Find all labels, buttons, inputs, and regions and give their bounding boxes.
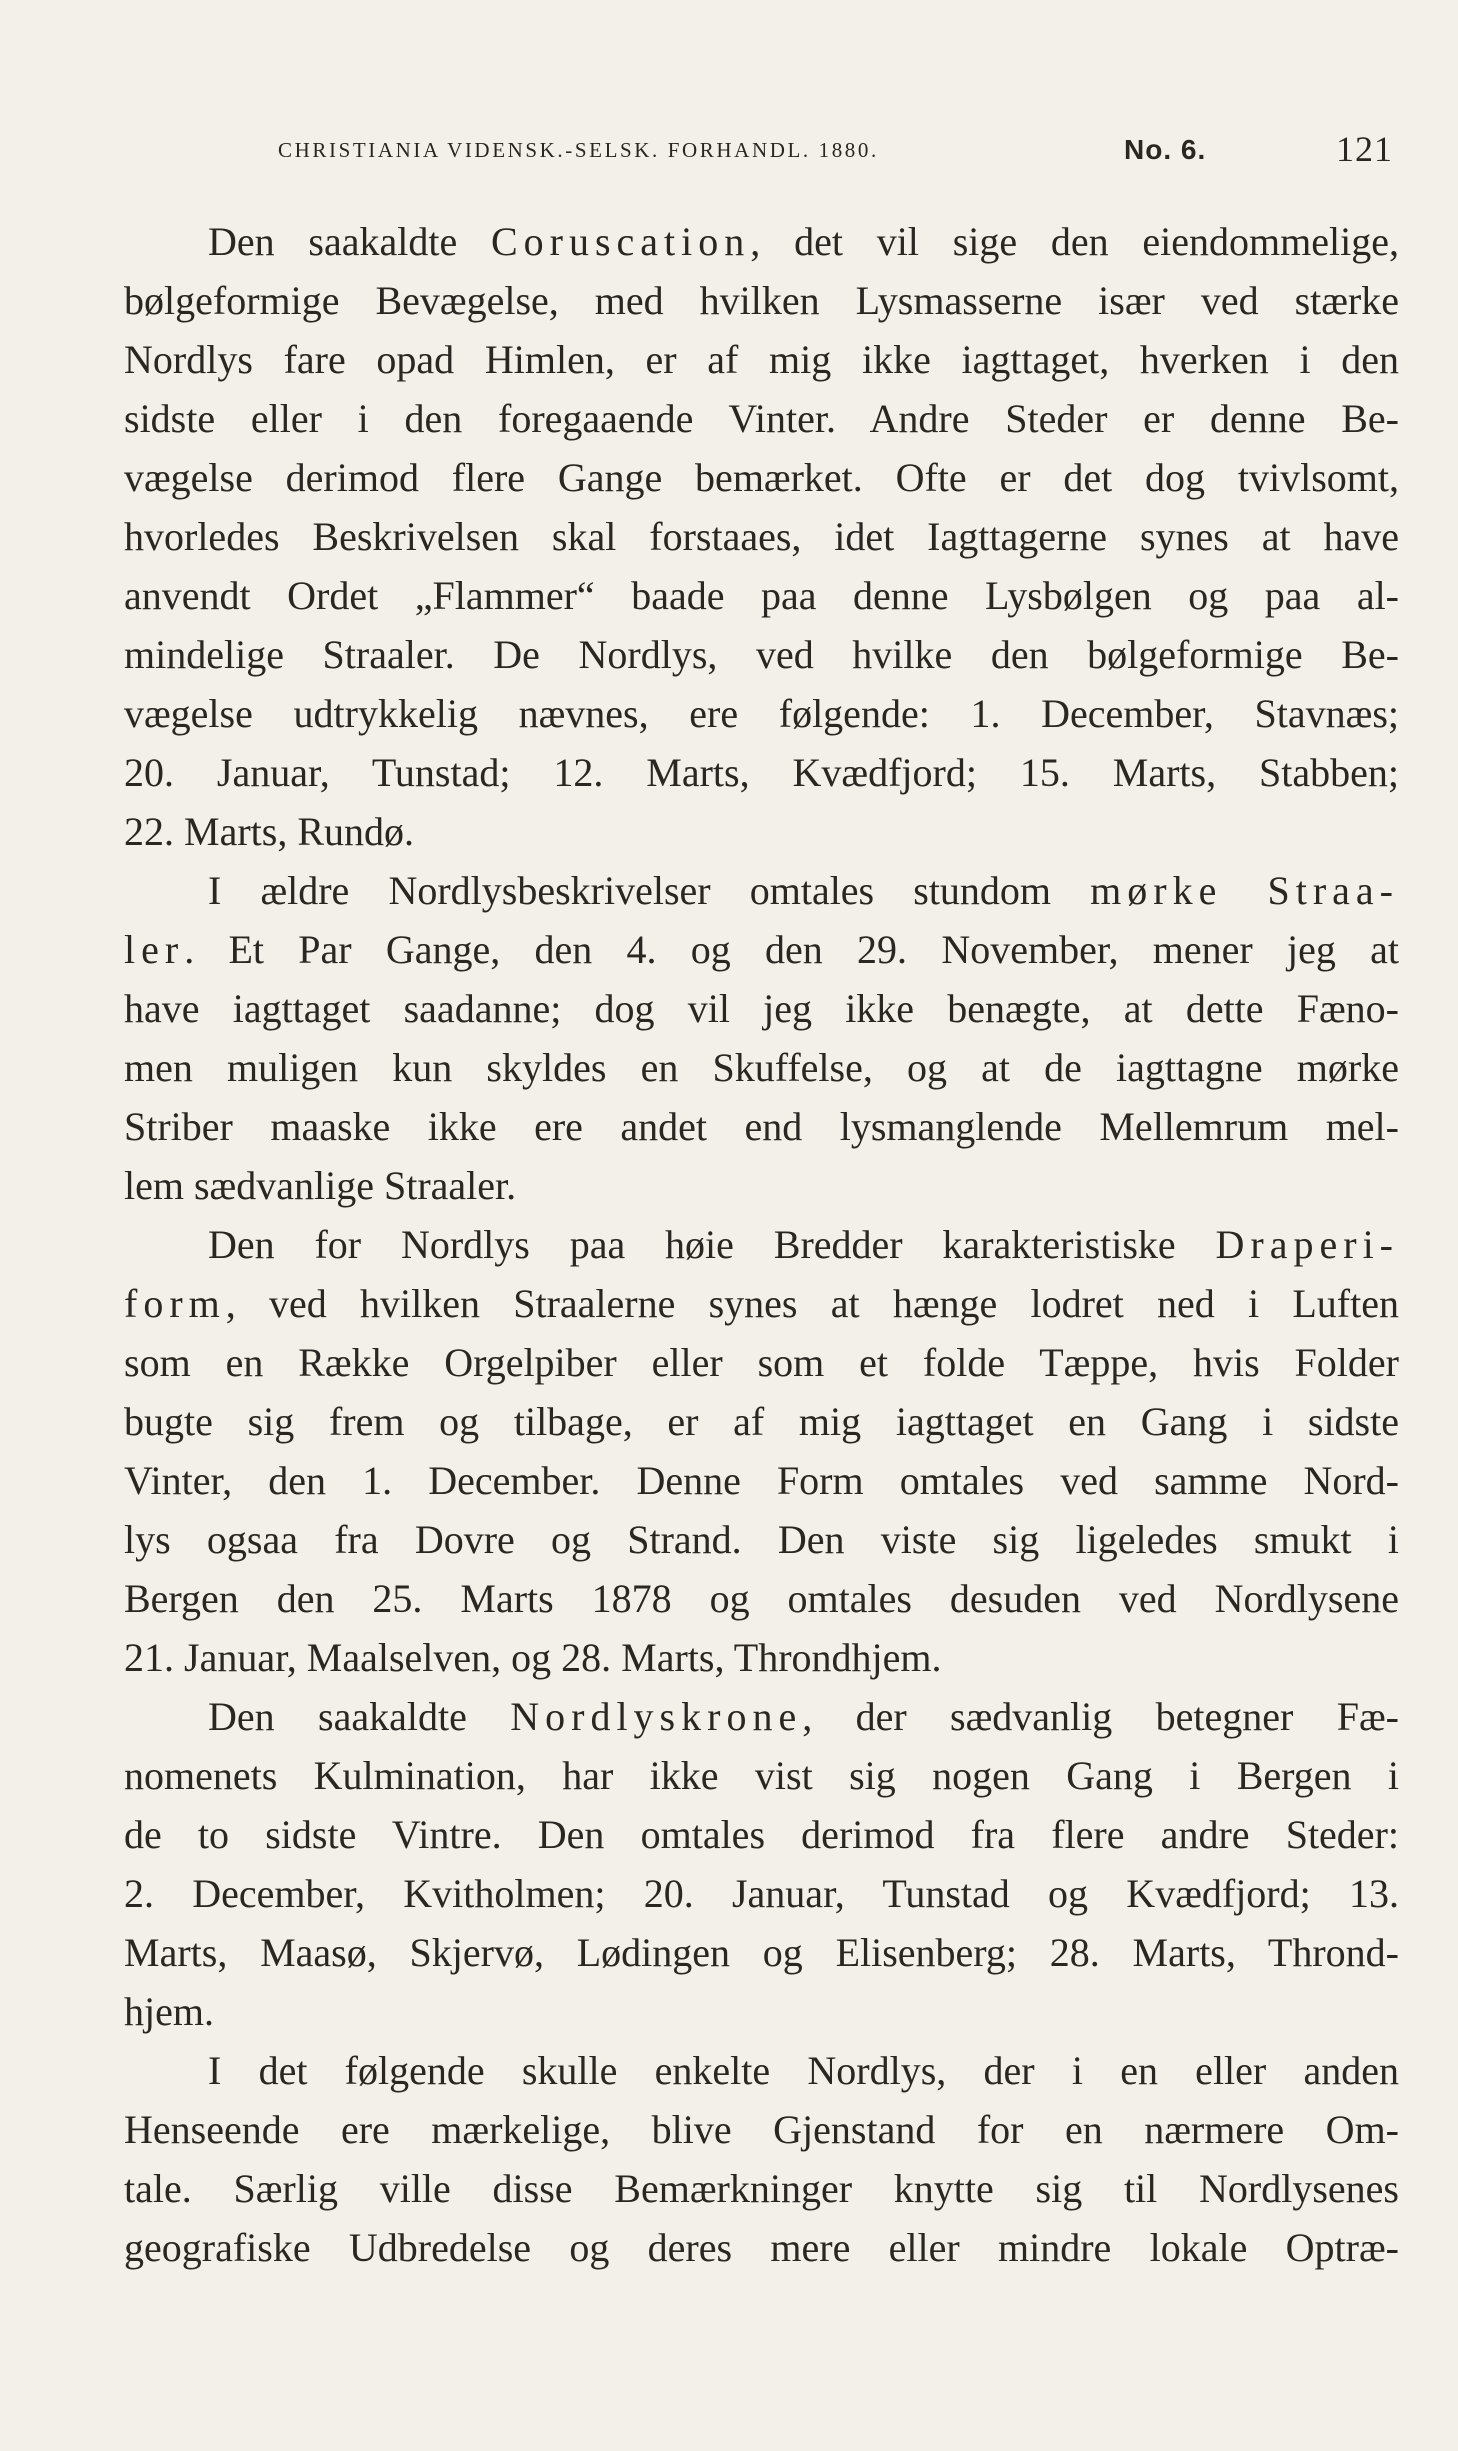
text-run: . Et Par Gange, den 4. og den 29. November, mener jeg at (184, 927, 1399, 972)
text-line (124, 2218, 1399, 2277)
text-line (124, 1805, 1399, 1864)
text-run: vægelse udtrykkelig nævnes, ere følgende: 1. December, Stavnæs; (124, 691, 1399, 736)
text-line (124, 979, 1399, 1038)
text-line (124, 1569, 1399, 1628)
text-line (124, 625, 1399, 684)
emphasized-term: Draperi- (1215, 1222, 1399, 1267)
emphasized-term: Nordlyskrone (510, 1694, 803, 1739)
text-line (124, 1982, 1399, 2041)
emphasized-term: Coruscation (490, 219, 751, 264)
text-line (124, 271, 1399, 330)
journal-title: CHRISTIANIA VIDENSK.-SELSK. FORHANDL. 1880. (278, 138, 879, 162)
text-run: Marts, Maasø, Skjervø, Lødingen og Elisenberg; 28. Marts, Thrond- (124, 1930, 1399, 1975)
text-run: Henseende ere mærkelige, blive Gjenstand for en nærmere Om- (124, 2107, 1399, 2152)
paragraph (124, 1215, 1399, 1687)
text-line (124, 1510, 1399, 1569)
text-line (124, 1215, 1399, 1274)
running-header (278, 128, 1393, 178)
text-run: , der sædvanlig betegner Fæ- (802, 1694, 1399, 1739)
text-run: mindelige Straaler. De Nordlys, ved hvilke den bølgeformige Be- (124, 632, 1399, 677)
text-line (124, 684, 1399, 743)
text-line (124, 1274, 1399, 1333)
text-run: Den saakaldte (208, 1694, 511, 1739)
text-run: Vinter, den 1. December. Denne Form omtales ved samme Nord- (124, 1458, 1399, 1503)
text-run: hvorledes Beskrivelsen skal forstaaes, idet Iagttagerne synes at have (124, 514, 1399, 559)
text-run: som en Række Orgelpiber eller som et folde Tæppe, hvis Folder (124, 1340, 1399, 1385)
paragraph (124, 1687, 1399, 2041)
text-run: vægelse derimod flere Gange bemærket. Ofte er det dog tvivlsomt, (124, 455, 1399, 500)
text-run: men muligen kun skyldes en Skuffelse, og at de iagttagne mørke (124, 1045, 1399, 1090)
text-run: anvendt Ordet „Flammer“ baade paa denne Lysbølgen og paa al- (124, 573, 1399, 618)
text-run: I det følgende skulle enkelte Nordlys, der i en eller anden (208, 2048, 1399, 2093)
text-run: Nordlys fare opad Himlen, er af mig ikke iagttaget, hverken i den (124, 337, 1399, 382)
text-run: Den saakaldte (208, 219, 491, 264)
text-run: , det vil sige den eiendommelige, (750, 219, 1399, 264)
text-line (124, 743, 1399, 802)
text-run: Den for Nordlys paa høie Bredder karakteristiske (208, 1222, 1216, 1267)
text-line (124, 1038, 1399, 1097)
text-run: bølgeformige Bevægelse, med hvilken Lysmasserne især ved stærke (124, 278, 1399, 323)
text-line (124, 1392, 1399, 1451)
text-run: bugte sig frem og tilbage, er af mig iagttaget en Gang i sidste (124, 1399, 1399, 1444)
paragraph (124, 2041, 1399, 2277)
emphasized-term: ler (124, 927, 185, 972)
text-line (124, 1864, 1399, 1923)
text-run: 22. Marts, Rundø. (124, 809, 414, 854)
text-line (124, 1451, 1399, 1510)
text-run: have iagttaget saadanne; dog vil jeg ikke benægte, at dette Fæno- (124, 986, 1399, 1031)
body-text (124, 212, 1399, 2277)
text-run: de to sidste Vintre. Den omtales derimod fra flere andre Steder: (124, 1812, 1399, 1857)
text-line (124, 389, 1399, 448)
paragraph (124, 212, 1399, 861)
text-line (124, 1333, 1399, 1392)
text-run: tale. Særlig ville disse Bemærkninger knytte sig til Nordlysenes (124, 2166, 1399, 2211)
text-run: lys ogsaa fra Dovre og Strand. Den viste sig ligeledes smukt i (124, 1517, 1399, 1562)
text-line (124, 1746, 1399, 1805)
text-run: lem sædvanlige Straaler. (124, 1163, 517, 1208)
paragraph (124, 861, 1399, 1215)
text-line (124, 1687, 1399, 1746)
text-line (124, 1628, 1399, 1687)
text-line (124, 861, 1399, 920)
text-line (124, 1097, 1399, 1156)
text-line (124, 2100, 1399, 2159)
text-line (124, 330, 1399, 389)
text-run: sidste eller i den foregaaende Vinter. Andre Steder er denne Be- (124, 396, 1399, 441)
text-line (124, 1923, 1399, 1982)
text-line (124, 920, 1399, 979)
text-run: 20. Januar, Tunstad; 12. Marts, Kvædfjord; 15. Marts, Stabben; (124, 750, 1399, 795)
text-run: Bergen den 25. Marts 1878 og omtales desuden ved Nordlysene (124, 1576, 1399, 1621)
text-run: Striber maaske ikke ere andet end lysmanglende Mellemrum mel- (124, 1104, 1399, 1149)
text-run: 21. Januar, Maalselven, og 28. Marts, Throndhjem. (124, 1635, 942, 1680)
text-run: nomenets Kulmination, har ikke vist sig nogen Gang i Bergen i (124, 1753, 1399, 1798)
text-line (124, 448, 1399, 507)
text-run: I ældre Nordlysbeskrivelser omtales stundom (208, 868, 1091, 913)
page-number: 121 (1336, 129, 1393, 169)
text-line (124, 566, 1399, 625)
text-run: geografiske Udbredelse og deres mere eller mindre lokale Optræ- (124, 2225, 1399, 2270)
emphasized-term: mørke Straa- (1090, 868, 1399, 913)
text-line (124, 802, 1399, 861)
text-line (124, 2159, 1399, 2218)
text-line (124, 507, 1399, 566)
emphasized-term: form (124, 1281, 226, 1326)
text-line (124, 2041, 1399, 2100)
text-run: 2. December, Kvitholmen; 20. Januar, Tunstad og Kvædfjord; 13. (124, 1871, 1399, 1916)
text-run: hjem. (124, 1989, 214, 2034)
issue-number: No. 6. (1124, 134, 1207, 165)
text-line (124, 1156, 1399, 1215)
text-run: , ved hvilken Straalerne synes at hænge lodret ned i Luften (225, 1281, 1399, 1326)
text-line (124, 212, 1399, 271)
